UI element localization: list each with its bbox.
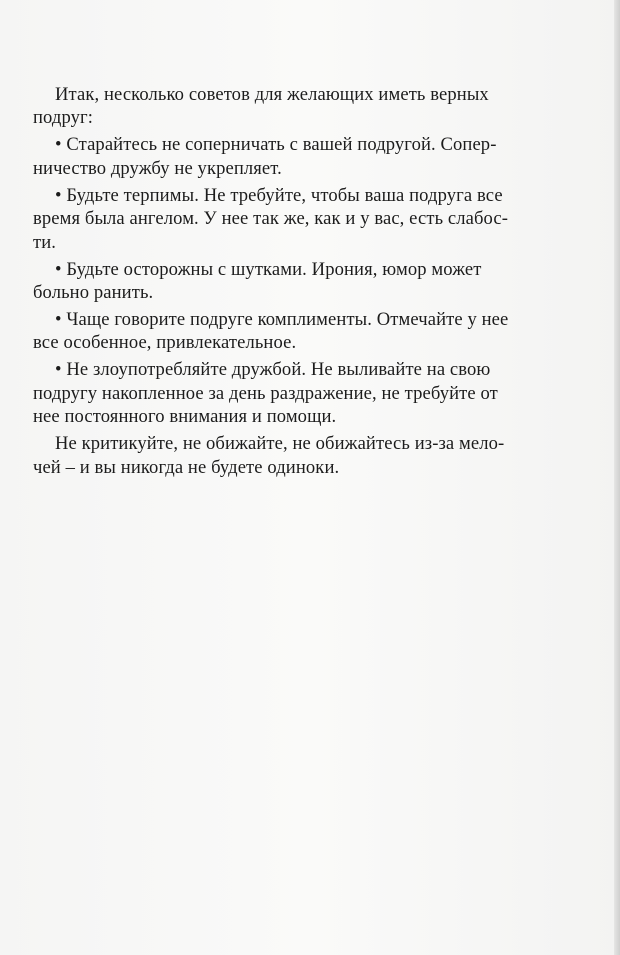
text-line: • Не злоупотребляйте дружбой. Не выливайте на свою [55, 359, 491, 381]
text-line: • Будьте осторожны с шутками. Ирония, юмор может [55, 258, 482, 280]
text-line: подруг: [33, 107, 94, 129]
text-line: ничество дружбу не укрепляет. [33, 157, 282, 179]
text-line: Не критикуйте, не обижайте, не обижайтесь из-за мело- [55, 433, 505, 455]
tip-paragraph-2 [33, 184, 551, 254]
text-line: больно ранить. [33, 282, 154, 304]
tip-paragraph-4 [33, 308, 551, 355]
text-line: ти. [33, 231, 57, 253]
tip-paragraph-3 [33, 258, 551, 305]
text-line: Итак, несколько советов для желающих иметь верных [55, 84, 489, 105]
closing-paragraph [33, 432, 551, 479]
text-line: нее постоянного внимания и помощи. [33, 406, 337, 428]
body-text [33, 83, 551, 479]
text-line: • Старайтесь не соперничать с вашей подругой. Сопер- [55, 134, 497, 156]
tip-paragraph-1 [33, 133, 551, 180]
tip-paragraph-5 [33, 358, 551, 428]
text-line: все особенное, привлекательное. [33, 332, 297, 354]
intro-paragraph [33, 83, 551, 130]
text-line: • Чаще говорите подруге комплименты. Отмечайте у нее [55, 309, 509, 331]
text-line: чей – и вы никогда не будете одиноки. [33, 456, 340, 478]
page-edge-shadow [614, 0, 620, 955]
text-line: время была ангелом. У нее так же, как и у вас, есть слабос- [33, 208, 509, 230]
text-line: подругу накопленное за день раздражение, не требуйте от [33, 382, 498, 404]
text-line: • Будьте терпимы. Не требуйте, чтобы ваша подруга все [55, 184, 503, 206]
